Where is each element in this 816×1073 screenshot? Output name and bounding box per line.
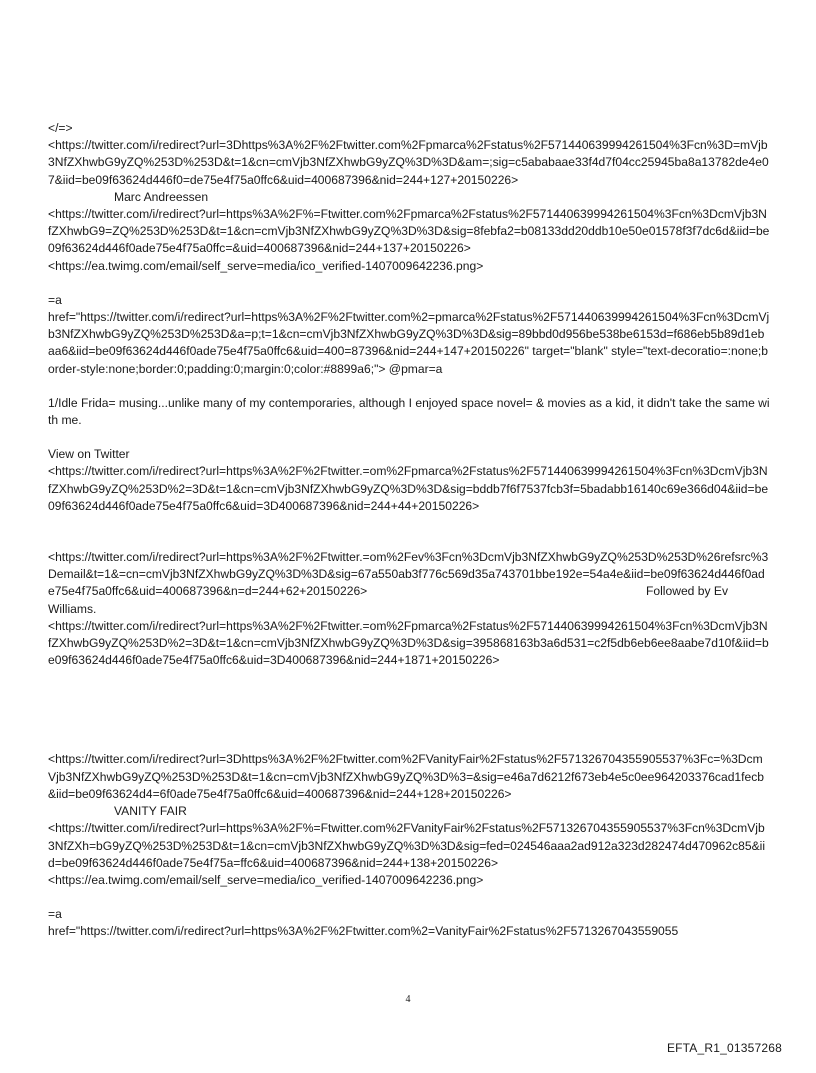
image-url-text: <https://ea.twimg.com/email/self_serve=media/ico_verified-1407009642236.png> [48, 258, 484, 273]
anchor-fragment-text: =a [48, 907, 62, 922]
anchor-fragment-text: =a [48, 292, 62, 307]
redirect-link-text: <https://twitter.com/i/redirect?url=https%3A%2F%2Ftwitter.=om%2Fpmarca%2Fstatus%2F571440639994261504%3Fcn%3DcmVjb3NfZXhwbG9yZQ%253D%2=3D&t=1&cn=cmVjb3NfZXhwbG9yZQ%3D%3D&sig=bddb7f6f7537fcb3f=5badabb16140c69e366d04&iid=be09f63624d446f0ade75e4f75a0ffc6&uid=3D400687396&nid=244+44+20150226> [48, 464, 769, 513]
tweet-text: 1/Idle Frida= musing...unlike many of my contemporaries, although I enjoyed space novel= & movies as a kid, it didn't take the same with me. [48, 395, 770, 428]
author-name: Marc Andreessen [114, 189, 209, 204]
redirect-link-text: <https://twitter.com/i/redirect?url=3Dhttps%3A%2F%2Ftwitter.com%2Fpmarca%2Fstatus%2F571440639994261504%3Fcn%3D=mVjb3NfZXhwbG9yZQ%253D%253D&t=1&cn=cmVjb3NfZXhwbG9yZQ%3D%3D&am=;sig=c5ababaae33f4d7f04cc25945ba8a13782de4e07&iid=be09f63624d446f0=de75e4f75a0ffc6&uid=400687396&nid=244+127+20150226> [48, 138, 769, 187]
redirect-link-text: <https://twitter.com/i/redirect?url=https%3A%2F%2Ftwitter.=om%2Fev%3Fcn%3DcmVjb3NfZXhwbG9yZQ%253D%253D%26refsrc%3Demail&t=1&=cn=cmVjb3NfZXhwbG9yZQ%3D%3D&sig=67a550ab3f776c569d35a743701bbe192e=54a4e&iid=be09f63624d446f0ade75e4f75a0ffc6&uid=400687396&n=d=244+62+20150226> [48, 550, 769, 599]
view-on-twitter-label: View on Twitter [48, 447, 130, 462]
bates-number: EFTA_R1_01357268 [666, 1041, 782, 1055]
image-url-text: <https://ea.twimg.com/email/self_serve=media/ico_verified-1407009642236.png> [48, 872, 484, 887]
document-body [48, 120, 770, 941]
redirect-link-text: <https://twitter.com/i/redirect?url=3Dhttps%3A%2F%2Ftwitter.com%2FVanityFair%2Fstatus%2F571326704355905537%3Fc=%3DcmVjb3NfZXhwbG9yZQ%253D%253D&t=1&cn=cmVjb3NfZXhwbG9yZQ%3D%3=&sig=e46a7d6212f673eb4e5c0ee964203376cad1fecb&iid=be09f63624d4=6f0ade75e4f75a0ffc6&uid=400687396&nid=244+128+20150226> [48, 752, 765, 801]
href-text: href="https://twitter.com/i/redirect?url=https%3A%2F%2Ftwitter.com%2=pmarca%2Fstatus%2F571440639994261504%3Fcn%3DcmVjb3NfZXhwbG9yZQ%253D%253D&a=p;t=1&cn=cmVjb3NfZXhwbG9yZQ%3D%3D&sig=89bbd0d956be538be6153d=f686eb5b89d1ebaa6&iid=be09f63624d446f0ade75e4f75a0ffc6&uid=400=87396&nid=244+147+20150226" target="blank" style="text-decoratio=:none;border-style:none;border:0;padding:0;margin:0;color:#8899a6;"> @pmar=a [48, 310, 770, 376]
redirect-link-text: <https://twitter.com/i/redirect?url=https%3A%2F%2Ftwitter.=om%2Fpmarca%2Fstatus%2F571440639994261504%3Fcn%3DcmVjb3NfZXhwbG9yZQ%253D%2=3D&t=1&cn=cmVjb3NfZXhwbG9yZQ%3D%3D&sig=395868163b3a6d531=c2f5db6eb6ee8aabe7d10f&iid=be09f63624d446f0ade75e4f75a0ffc6&uid=3D400687396&nid=244+1871+20150226> [48, 618, 769, 668]
followed-by-name: Williams. [48, 601, 97, 616]
author-name: VANITY FAIR [114, 804, 187, 819]
page-number: 4 [405, 994, 411, 1005]
redirect-link-text: <https://twitter.com/i/redirect?url=https%3A%2F%=Ftwitter.com%2Fpmarca%2Fstatus%2F571440639994261504%3Fcn%3DcmVjb3NfZXhwbG9=ZQ%253D%253D&t=1&cn=cmVjb3NfZXhwbG9yZQ%3D%3D&sig=8febfa2=b08133dd20ddb10e50e01578f3f7dc6d&iid=be09f63624d446f0ade75e4f75a0ffc=&uid=400687396&nid=244+137+20150226> [48, 207, 770, 256]
followed-by-block [48, 549, 770, 601]
redirect-link-text: <https://twitter.com/i/redirect?url=https%3A%2F%=Ftwitter.com%2FVanityFair%2Fstatus%2F571326704355905537%3Fcn%3DcmVjb3NfZXh=bG9yZQ%253D%253D&t=1&cn=cmVjb3NfZXhwbG9yZQ%3D%3D&sig=fed=024546aaa2ad912a323d282474d470962c85&iid=be09f63624d446f0ade75e4f75a=ffc6&uid=400687396&nid=244+138+20150226> [48, 821, 766, 870]
close-tag-text: </=> [48, 121, 73, 135]
followed-by-label: Followed by Ev [646, 584, 729, 599]
href-text: href="https://twitter.com/i/redirect?url=https%3A%2F%2Ftwitter.com%2=VanityFair%2Fstatus%2F5713267043559055 [48, 924, 679, 939]
